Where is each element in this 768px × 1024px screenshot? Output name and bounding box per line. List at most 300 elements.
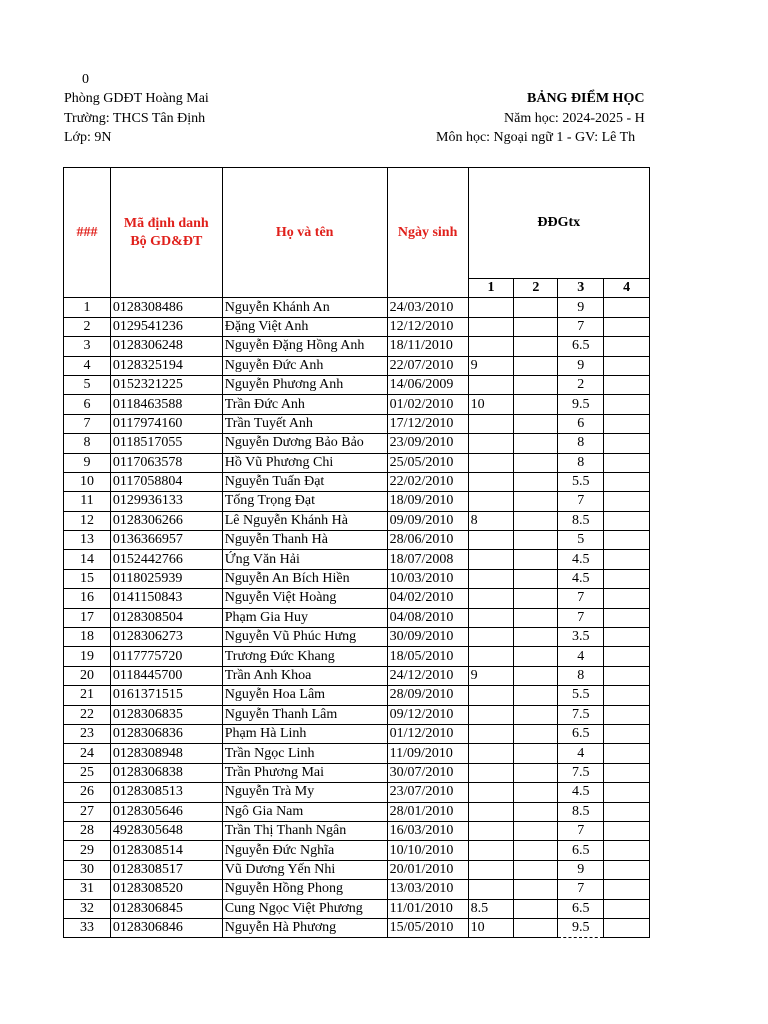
cell-index: 5 bbox=[64, 375, 111, 394]
cell-full-name: Đặng Việt Anh bbox=[222, 317, 387, 336]
cell-date-of-birth: 28/01/2010 bbox=[387, 802, 468, 821]
cell-score-2 bbox=[514, 880, 558, 899]
cell-score-4 bbox=[604, 375, 650, 394]
cell-date-of-birth: 11/01/2010 bbox=[387, 899, 468, 918]
cell-date-of-birth: 01/02/2010 bbox=[387, 395, 468, 414]
cell-score-2 bbox=[514, 647, 558, 666]
cell-date-of-birth: 15/05/2010 bbox=[387, 918, 468, 937]
cell-score-1 bbox=[468, 647, 514, 666]
cell-score-3: 9 bbox=[558, 860, 604, 879]
cell-date-of-birth: 17/12/2010 bbox=[387, 414, 468, 433]
table-row bbox=[64, 492, 650, 511]
cell-score-2 bbox=[514, 783, 558, 802]
cell-score-1: 9 bbox=[468, 356, 514, 375]
cell-score-1: 9 bbox=[468, 666, 514, 685]
sheet-title: BẢNG ĐIỂM HỌC bbox=[527, 91, 645, 106]
cell-index: 26 bbox=[64, 783, 111, 802]
cell-score-2 bbox=[514, 666, 558, 685]
cell-student-id: 0129936133 bbox=[110, 492, 222, 511]
class-label: Lớp: 9N bbox=[64, 130, 112, 145]
cell-full-name: Nguyễn Thanh Hà bbox=[222, 531, 387, 550]
cell-score-3: 9 bbox=[558, 298, 604, 317]
table-row bbox=[64, 375, 650, 394]
cell-score-4 bbox=[604, 395, 650, 414]
cell-full-name: Tống Trọng Đạt bbox=[222, 492, 387, 511]
cell-score-4 bbox=[604, 453, 650, 472]
cell-score-3: 5.5 bbox=[558, 686, 604, 705]
cell-index: 9 bbox=[64, 453, 111, 472]
cell-date-of-birth: 20/01/2010 bbox=[387, 860, 468, 879]
cell-score-3: 7 bbox=[558, 880, 604, 899]
table-row bbox=[64, 880, 650, 899]
table-row bbox=[64, 550, 650, 569]
cell-score-2 bbox=[514, 724, 558, 743]
cell-score-4 bbox=[604, 337, 650, 356]
cell-date-of-birth: 22/07/2010 bbox=[387, 356, 468, 375]
cell-student-id: 0117063578 bbox=[110, 453, 222, 472]
header-sub-1: 1 bbox=[468, 279, 514, 298]
cell-score-2 bbox=[514, 317, 558, 336]
cell-score-4 bbox=[604, 841, 650, 860]
cell-score-3: 7 bbox=[558, 608, 604, 627]
cell-date-of-birth: 24/03/2010 bbox=[387, 298, 468, 317]
cell-index: 2 bbox=[64, 317, 111, 336]
cell-date-of-birth: 18/07/2008 bbox=[387, 550, 468, 569]
cell-student-id: 0117974160 bbox=[110, 414, 222, 433]
cell-score-3: 9.5 bbox=[558, 918, 604, 937]
cell-score-2 bbox=[514, 492, 558, 511]
table-row bbox=[64, 298, 650, 317]
cell-index: 17 bbox=[64, 608, 111, 627]
cell-date-of-birth: 18/05/2010 bbox=[387, 647, 468, 666]
header-sub-4: 4 bbox=[604, 279, 650, 298]
cell-score-1 bbox=[468, 628, 514, 647]
cell-score-2 bbox=[514, 860, 558, 879]
cell-score-1 bbox=[468, 492, 514, 511]
cell-score-3: 7 bbox=[558, 821, 604, 840]
cell-score-3: 7.5 bbox=[558, 705, 604, 724]
cell-index: 4 bbox=[64, 356, 111, 375]
cell-score-4 bbox=[604, 511, 650, 530]
header-student-id bbox=[110, 168, 222, 298]
cell-date-of-birth: 09/09/2010 bbox=[387, 511, 468, 530]
cell-score-3: 7 bbox=[558, 589, 604, 608]
cell-student-id: 0117058804 bbox=[110, 472, 222, 491]
cell-score-1 bbox=[468, 414, 514, 433]
cell-score-1 bbox=[468, 860, 514, 879]
cell-score-3: 2 bbox=[558, 375, 604, 394]
cell-score-1 bbox=[468, 763, 514, 782]
cell-index: 12 bbox=[64, 511, 111, 530]
cell-date-of-birth: 04/08/2010 bbox=[387, 608, 468, 627]
cell-score-4 bbox=[604, 356, 650, 375]
cell-full-name: Phạm Gia Huy bbox=[222, 608, 387, 627]
cell-student-id: 0118517055 bbox=[110, 434, 222, 453]
table-row bbox=[64, 589, 650, 608]
cell-date-of-birth: 09/12/2010 bbox=[387, 705, 468, 724]
cell-score-4 bbox=[604, 550, 650, 569]
cell-score-2 bbox=[514, 298, 558, 317]
cell-student-id: 0128306838 bbox=[110, 763, 222, 782]
cell-full-name: Nguyễn An Bích Hiền bbox=[222, 569, 387, 588]
cell-score-3: 6 bbox=[558, 414, 604, 433]
header-student-id-line2: Bộ GD&ĐT bbox=[130, 233, 203, 249]
cell-score-2 bbox=[514, 531, 558, 550]
cell-student-id: 0128306845 bbox=[110, 899, 222, 918]
cell-student-id: 0118025939 bbox=[110, 569, 222, 588]
cell-full-name: Nguyễn Việt Hoàng bbox=[222, 589, 387, 608]
table-row bbox=[64, 356, 650, 375]
cell-score-2 bbox=[514, 453, 558, 472]
cell-score-4 bbox=[604, 724, 650, 743]
cell-score-4 bbox=[604, 899, 650, 918]
cell-student-id: 0161371515 bbox=[110, 686, 222, 705]
cell-student-id: 0128306835 bbox=[110, 705, 222, 724]
cell-index: 10 bbox=[64, 472, 111, 491]
cell-score-1 bbox=[468, 531, 514, 550]
table-row bbox=[64, 414, 650, 433]
cell-index: 31 bbox=[64, 880, 111, 899]
cell-index: 8 bbox=[64, 434, 111, 453]
cell-score-2 bbox=[514, 511, 558, 530]
table-row bbox=[64, 569, 650, 588]
cell-full-name: Nguyễn Hoa Lâm bbox=[222, 686, 387, 705]
cell-score-3: 6.5 bbox=[558, 337, 604, 356]
cell-index: 16 bbox=[64, 589, 111, 608]
cell-index: 22 bbox=[64, 705, 111, 724]
cell-index: 19 bbox=[64, 647, 111, 666]
cell-index: 20 bbox=[64, 666, 111, 685]
cell-score-1 bbox=[468, 841, 514, 860]
table-row bbox=[64, 531, 650, 550]
cell-full-name: Nguyễn Đức Anh bbox=[222, 356, 387, 375]
cell-student-id: 0117775720 bbox=[110, 647, 222, 666]
cell-score-2 bbox=[514, 337, 558, 356]
cell-score-4 bbox=[604, 608, 650, 627]
cell-score-2 bbox=[514, 472, 558, 491]
cell-index: 27 bbox=[64, 802, 111, 821]
cell-full-name: Nguyễn Đức Nghĩa bbox=[222, 841, 387, 860]
cell-date-of-birth: 14/06/2009 bbox=[387, 375, 468, 394]
cell-score-4 bbox=[604, 744, 650, 763]
header-student-id-line1: Mã định danh bbox=[123, 215, 209, 231]
cell-score-4 bbox=[604, 647, 650, 666]
table-row bbox=[64, 899, 650, 918]
cell-score-4 bbox=[604, 531, 650, 550]
cell-score-4 bbox=[604, 880, 650, 899]
table-row bbox=[64, 763, 650, 782]
table-row bbox=[64, 821, 650, 840]
cell-student-id: 0136366957 bbox=[110, 531, 222, 550]
cell-score-3: 5 bbox=[558, 531, 604, 550]
cell-score-3: 4 bbox=[558, 744, 604, 763]
cell-score-4 bbox=[604, 317, 650, 336]
cell-score-1 bbox=[468, 880, 514, 899]
cell-score-1 bbox=[468, 705, 514, 724]
school-year-label: Năm học: 2024-2025 - H bbox=[504, 111, 645, 126]
cell-score-3: 9.5 bbox=[558, 395, 604, 414]
cell-score-4 bbox=[604, 686, 650, 705]
cell-student-id: 0128308513 bbox=[110, 783, 222, 802]
table-row bbox=[64, 841, 650, 860]
cell-student-id: 0129541236 bbox=[110, 317, 222, 336]
cell-score-4 bbox=[604, 763, 650, 782]
cell-student-id: 0141150843 bbox=[110, 589, 222, 608]
table-row bbox=[64, 395, 650, 414]
cell-score-2 bbox=[514, 569, 558, 588]
table-row bbox=[64, 744, 650, 763]
cell-score-4 bbox=[604, 472, 650, 491]
cell-index: 13 bbox=[64, 531, 111, 550]
cell-score-2 bbox=[514, 802, 558, 821]
cell-index: 33 bbox=[64, 918, 111, 937]
cell-full-name: Trần Ngọc Linh bbox=[222, 744, 387, 763]
cell-score-1 bbox=[468, 298, 514, 317]
table-row bbox=[64, 705, 650, 724]
table-row bbox=[64, 628, 650, 647]
cell-index: 28 bbox=[64, 821, 111, 840]
cell-score-4 bbox=[604, 628, 650, 647]
cell-full-name: Nguyễn Dương Bảo Bảo bbox=[222, 434, 387, 453]
cell-student-id: 0128308514 bbox=[110, 841, 222, 860]
cell-date-of-birth: 16/03/2010 bbox=[387, 821, 468, 840]
cell-score-1: 10 bbox=[468, 918, 514, 937]
cell-score-2 bbox=[514, 899, 558, 918]
cell-index: 30 bbox=[64, 860, 111, 879]
cell-student-id: 4928305648 bbox=[110, 821, 222, 840]
cell-student-id: 0128306248 bbox=[110, 337, 222, 356]
cell-score-1 bbox=[468, 550, 514, 569]
cell-full-name: Nguyễn Đặng Hồng Anh bbox=[222, 337, 387, 356]
cell-student-id: 0128308504 bbox=[110, 608, 222, 627]
cell-score-2 bbox=[514, 550, 558, 569]
cell-score-2 bbox=[514, 686, 558, 705]
cell-student-id: 0128305646 bbox=[110, 802, 222, 821]
cell-date-of-birth: 10/10/2010 bbox=[387, 841, 468, 860]
cell-student-id: 0128306266 bbox=[110, 511, 222, 530]
cell-score-1 bbox=[468, 569, 514, 588]
header-index: ### bbox=[64, 168, 111, 298]
cell-full-name: Nguyễn Tuấn Đạt bbox=[222, 472, 387, 491]
grade-table bbox=[63, 167, 650, 938]
cell-score-3: 9 bbox=[558, 356, 604, 375]
cell-student-id: 0128308517 bbox=[110, 860, 222, 879]
cell-index: 32 bbox=[64, 899, 111, 918]
cell-score-1: 8.5 bbox=[468, 899, 514, 918]
cell-date-of-birth: 04/02/2010 bbox=[387, 589, 468, 608]
table-row bbox=[64, 686, 650, 705]
cell-student-id: 0128308486 bbox=[110, 298, 222, 317]
cell-full-name: Hồ Vũ Phương Chi bbox=[222, 453, 387, 472]
cell-score-2 bbox=[514, 628, 558, 647]
cell-score-4 bbox=[604, 298, 650, 317]
cell-score-2 bbox=[514, 841, 558, 860]
cell-score-2 bbox=[514, 763, 558, 782]
table-row bbox=[64, 434, 650, 453]
cell-date-of-birth: 30/07/2010 bbox=[387, 763, 468, 782]
cell-full-name: Trần Thị Thanh Ngân bbox=[222, 821, 387, 840]
cell-full-name: Trần Tuyết Anh bbox=[222, 414, 387, 433]
cell-score-4 bbox=[604, 434, 650, 453]
table-row bbox=[64, 608, 650, 627]
cell-index: 23 bbox=[64, 724, 111, 743]
cell-score-3: 8.5 bbox=[558, 511, 604, 530]
cell-score-3: 8 bbox=[558, 453, 604, 472]
cell-score-1 bbox=[468, 802, 514, 821]
header-sub-3: 3 bbox=[558, 279, 604, 298]
cell-full-name: Ứng Văn Hải bbox=[222, 550, 387, 569]
cell-full-name: Nguyễn Thanh Lâm bbox=[222, 705, 387, 724]
cell-score-4 bbox=[604, 414, 650, 433]
cell-date-of-birth: 30/09/2010 bbox=[387, 628, 468, 647]
cell-index: 1 bbox=[64, 298, 111, 317]
cell-score-4 bbox=[604, 569, 650, 588]
cell-date-of-birth: 24/12/2010 bbox=[387, 666, 468, 685]
cell-score-3: 8 bbox=[558, 666, 604, 685]
table-row bbox=[64, 317, 650, 336]
cell-date-of-birth: 11/09/2010 bbox=[387, 744, 468, 763]
header-date-of-birth: Ngày sinh bbox=[387, 168, 468, 298]
cell-date-of-birth: 10/03/2010 bbox=[387, 569, 468, 588]
table-row bbox=[64, 783, 650, 802]
cell-index: 6 bbox=[64, 395, 111, 414]
cell-score-1 bbox=[468, 821, 514, 840]
header-full-name: Họ và tên bbox=[222, 168, 387, 298]
subject-label: Môn học: Ngoại ngữ 1 - GV: Lê Th bbox=[436, 130, 636, 145]
cell-student-id: 0118445700 bbox=[110, 666, 222, 685]
cell-score-2 bbox=[514, 918, 558, 937]
cell-score-1 bbox=[468, 453, 514, 472]
cell-score-3: 7 bbox=[558, 492, 604, 511]
cell-date-of-birth: 18/09/2010 bbox=[387, 492, 468, 511]
cell-score-3: 3.5 bbox=[558, 628, 604, 647]
cell-date-of-birth: 25/05/2010 bbox=[387, 453, 468, 472]
cell-student-id: 0128306836 bbox=[110, 724, 222, 743]
cell-score-3: 8 bbox=[558, 434, 604, 453]
cell-index: 21 bbox=[64, 686, 111, 705]
header-sub-2: 2 bbox=[514, 279, 558, 298]
cell-score-2 bbox=[514, 705, 558, 724]
cell-score-2 bbox=[514, 589, 558, 608]
cell-full-name: Nguyễn Trà My bbox=[222, 783, 387, 802]
cell-score-1: 10 bbox=[468, 395, 514, 414]
cell-student-id: 0128308520 bbox=[110, 880, 222, 899]
cell-index: 11 bbox=[64, 492, 111, 511]
cell-full-name: Lê Nguyễn Khánh Hà bbox=[222, 511, 387, 530]
cell-full-name: Nguyễn Hồng Phong bbox=[222, 880, 387, 899]
cell-date-of-birth: 12/12/2010 bbox=[387, 317, 468, 336]
cell-score-3: 7 bbox=[558, 317, 604, 336]
cell-score-3: 7.5 bbox=[558, 763, 604, 782]
cell-score-1 bbox=[468, 744, 514, 763]
cell-date-of-birth: 28/09/2010 bbox=[387, 686, 468, 705]
cell-score-3: 6.5 bbox=[558, 841, 604, 860]
cell-score-2 bbox=[514, 375, 558, 394]
cell-full-name: Nguyễn Phương Anh bbox=[222, 375, 387, 394]
cell-full-name: Vũ Dương Yến Nhi bbox=[222, 860, 387, 879]
cell-full-name: Nguyễn Khánh An bbox=[222, 298, 387, 317]
cell-date-of-birth: 13/03/2010 bbox=[387, 880, 468, 899]
cell-score-2 bbox=[514, 395, 558, 414]
cell-index: 7 bbox=[64, 414, 111, 433]
table-row bbox=[64, 724, 650, 743]
cell-index: 18 bbox=[64, 628, 111, 647]
cell-full-name: Phạm Hà Linh bbox=[222, 724, 387, 743]
cell-index: 25 bbox=[64, 763, 111, 782]
cell-score-1 bbox=[468, 434, 514, 453]
cell-score-1 bbox=[468, 783, 514, 802]
cell-student-id: 0128306273 bbox=[110, 628, 222, 647]
cell-student-id: 0128308948 bbox=[110, 744, 222, 763]
cell-index: 15 bbox=[64, 569, 111, 588]
cell-index: 29 bbox=[64, 841, 111, 860]
table-row bbox=[64, 802, 650, 821]
table-row bbox=[64, 860, 650, 879]
cell-score-4 bbox=[604, 492, 650, 511]
cell-full-name: Cung Ngọc Việt Phương bbox=[222, 899, 387, 918]
cell-index: 3 bbox=[64, 337, 111, 356]
cell-score-4 bbox=[604, 821, 650, 840]
cell-score-2 bbox=[514, 414, 558, 433]
table-row bbox=[64, 647, 650, 666]
cell-date-of-birth: 22/02/2010 bbox=[387, 472, 468, 491]
cell-score-1 bbox=[468, 608, 514, 627]
table-row bbox=[64, 453, 650, 472]
cell-student-id: 0128306846 bbox=[110, 918, 222, 937]
cell-score-2 bbox=[514, 744, 558, 763]
cell-score-2 bbox=[514, 821, 558, 840]
cell-score-1 bbox=[468, 337, 514, 356]
school-label: Trường: THCS Tân Định bbox=[64, 111, 206, 126]
cell-score-3: 4.5 bbox=[558, 550, 604, 569]
cell-date-of-birth: 01/12/2010 bbox=[387, 724, 468, 743]
cell-score-3: 4.5 bbox=[558, 783, 604, 802]
cell-student-id: 0128325194 bbox=[110, 356, 222, 375]
cell-full-name: Trương Đức Khang bbox=[222, 647, 387, 666]
cell-full-name: Trần Anh Khoa bbox=[222, 666, 387, 685]
cell-date-of-birth: 23/07/2010 bbox=[387, 783, 468, 802]
cell-score-4 bbox=[604, 783, 650, 802]
cell-score-3: 6.5 bbox=[558, 724, 604, 743]
cell-full-name: Nguyễn Vũ Phúc Hưng bbox=[222, 628, 387, 647]
cell-score-3: 6.5 bbox=[558, 899, 604, 918]
cell-score-2 bbox=[514, 434, 558, 453]
top-marker: 0 bbox=[82, 72, 89, 87]
cell-score-3: 8.5 bbox=[558, 802, 604, 821]
cell-score-3: 4.5 bbox=[558, 569, 604, 588]
cell-full-name: Ngô Gia Nam bbox=[222, 802, 387, 821]
cell-index: 14 bbox=[64, 550, 111, 569]
cell-score-4 bbox=[604, 918, 650, 937]
table-row bbox=[64, 511, 650, 530]
header-ddgtx: ĐĐGtx bbox=[468, 168, 649, 279]
table-row bbox=[64, 337, 650, 356]
cell-full-name: Trần Phương Mai bbox=[222, 763, 387, 782]
cell-score-1 bbox=[468, 686, 514, 705]
table-row bbox=[64, 918, 650, 937]
cell-score-1 bbox=[468, 589, 514, 608]
cell-score-4 bbox=[604, 666, 650, 685]
table-row bbox=[64, 472, 650, 491]
cell-score-4 bbox=[604, 860, 650, 879]
cell-score-2 bbox=[514, 608, 558, 627]
cell-student-id: 0152442766 bbox=[110, 550, 222, 569]
cell-date-of-birth: 28/06/2010 bbox=[387, 531, 468, 550]
cell-index: 24 bbox=[64, 744, 111, 763]
cell-score-1 bbox=[468, 375, 514, 394]
department-label: Phòng GDĐT Hoàng Mai bbox=[64, 91, 209, 106]
cell-score-3: 4 bbox=[558, 647, 604, 666]
